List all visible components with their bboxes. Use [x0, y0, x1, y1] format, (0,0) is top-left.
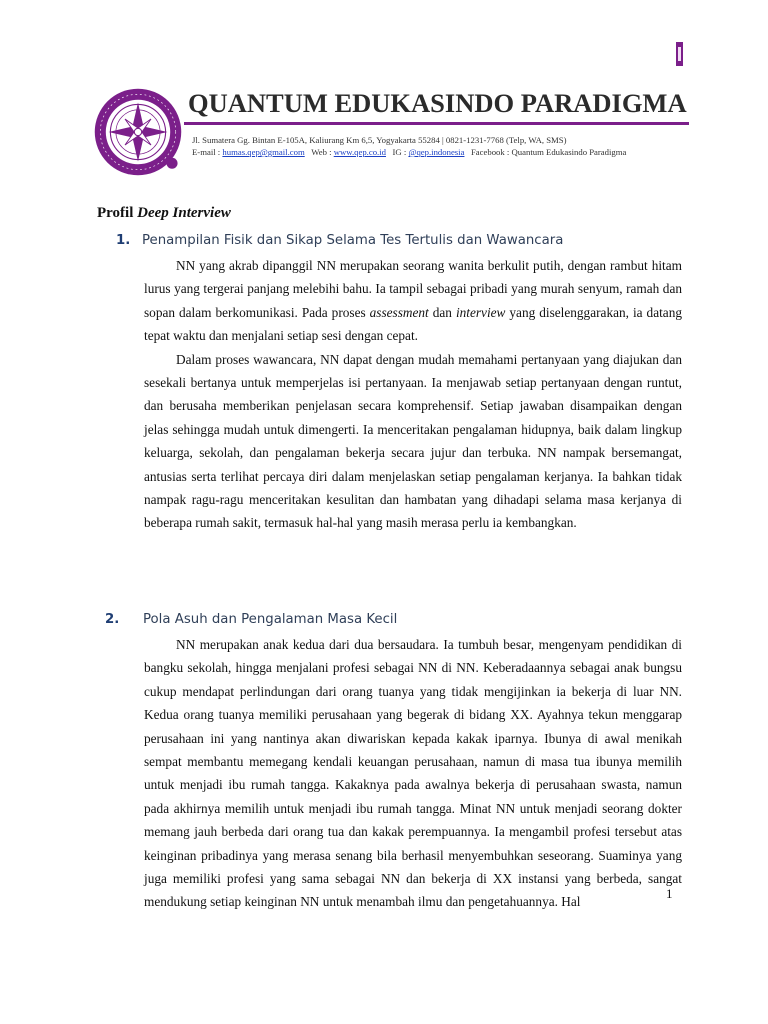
body-paragraph [144, 348, 682, 535]
org-contacts [192, 147, 626, 157]
section-heading-2 [105, 612, 397, 627]
facebook-name: Quantum Edukasindo Paradigma [511, 147, 627, 157]
org-name: QUANTUM EDUKASINDO PARADIGMA [188, 88, 687, 118]
corner-tab-mark [676, 42, 683, 66]
text-run: NN merupakan anak kedua dari dua bersaudara. Ia tumbuh besar, mengenyam pendidikan di bangku sekolah, hingga menjalani profesi sebagai NN di NN. Keberadaannya sebagai anak bungsu cukup mendapat perlindungan dari orang tuanya yang tidak mengijinkan ia bekerja di luar NN. Kedua orang tuanya memiliki perusahaan yang begerak di bidang XX. Ayahnya tekun menggarap perusahaan ini yang nantinya akan diwariskan kepada kakak iparnya. Ibunya di awal menikah sempat membantu memegang kendali keuangan perusahaan, namun di masa tua ibunya memilih untuk menjadi ibu rumah tangga. Kakaknya pada awalnya bekerja di perusahaan swasta, namun pada akhirnya memilih untuk menjadi ibu rumah tangga. Minat NN untuk menjadi seorang dokter memang jauh berbeda dari orang tua dan kakak perempuannya. Ia mengambil profesi tersebut atas keinginan pribadinya yang merasa senang bila berhasil menyembuhkan seseorang. Suaminya yang juga memiliki profesi yang sama sebagai NN dan bekerja di XX instansi yang berbeda, sangat mendukung setiap keinginan NN untuk menambah ilmu dan pengetahuannya. Hal [144, 637, 682, 910]
section-body-1 [144, 254, 682, 535]
header-divider [184, 122, 689, 125]
ig-label: IG : [392, 147, 407, 157]
section-number-2: 2. [105, 612, 120, 627]
page-number: 1 [666, 886, 673, 901]
title-prefix: Profil [97, 205, 138, 221]
compass-rose-logo-icon [92, 86, 184, 178]
facebook-label: Facebook : [470, 147, 510, 157]
title-italic: Deep Interview [137, 205, 231, 221]
text-run: dan [428, 304, 456, 320]
section-heading-1 [116, 233, 563, 248]
text-run: yang diselenggarakan, ia datang tepat waktu dan menjalani setiap sesi dengan cepat. [144, 304, 682, 344]
body-paragraph [144, 633, 682, 914]
section-title-1: Penampilan Fisik dan Sikap Selama Tes Tertulis dan Wawancara [142, 233, 564, 248]
document-title [97, 205, 231, 222]
email-label: E-mail : [192, 147, 221, 157]
section-title-2: Pola Asuh dan Pengalaman Masa Kecil [143, 612, 398, 627]
instagram-link[interactable]: @qep.indonesia [408, 147, 465, 157]
section-body-2 [144, 633, 682, 914]
body-paragraph [144, 254, 682, 348]
italic-term: interview [455, 304, 506, 320]
italic-term: assessment [369, 304, 429, 320]
email-link[interactable]: humas.qep@gmail.com [222, 147, 305, 157]
web-link[interactable]: www.qep.co.id [333, 147, 386, 157]
web-label: Web : [311, 147, 332, 157]
org-address: Jl. Sumatera Gg. Bintan E-105A, Kaliurang Km 6,5, Yogyakarta 55284 | 0821-1231-7768 (Telp, WA, SMS) [192, 135, 567, 145]
text-run: Dalam proses wawancara, NN dapat dengan mudah memahami pertanyaan yang diajukan dan sesekali bertanya untuk memperjelas isi pertanyaan. Ia menjawab setiap pertanyaan dengan runtut, dan berusaha memberikan penjelasan secara komprehensif. Setiap jawaban disampaikan dengan jelas sehingga mudah untuk dimengerti. Ia menceritakan pengalaman hidupnya, baik dalam lingkup keluarga, sekolah, dan pengalaman bekerja secara jujur dan terbuka. NN nampak bersemangat, antusias serta terlihat percaya diri dalam menjelaskan setiap pengalaman kerjanya. Ia bahkan tidak nampak ragu-ragu menceritakan kesulitan dan hambatan yang dihadapi selama masa kerjanya di beberapa rumah sakit, termasuk hal-hal yang masih merasa perlu ia kembangkan. [144, 351, 682, 531]
text-run: NN yang akrab dipanggil NN merupakan seorang wanita berkulit putih, dengan rambut hitam lurus yang tergerai panjang melebihi bahu. Ia tampil sebagai pribadi yang murah senyum, ramah dan sopan dalam berkomunikasi. Pada proses [144, 258, 682, 320]
section-number-1: 1. [116, 233, 131, 248]
